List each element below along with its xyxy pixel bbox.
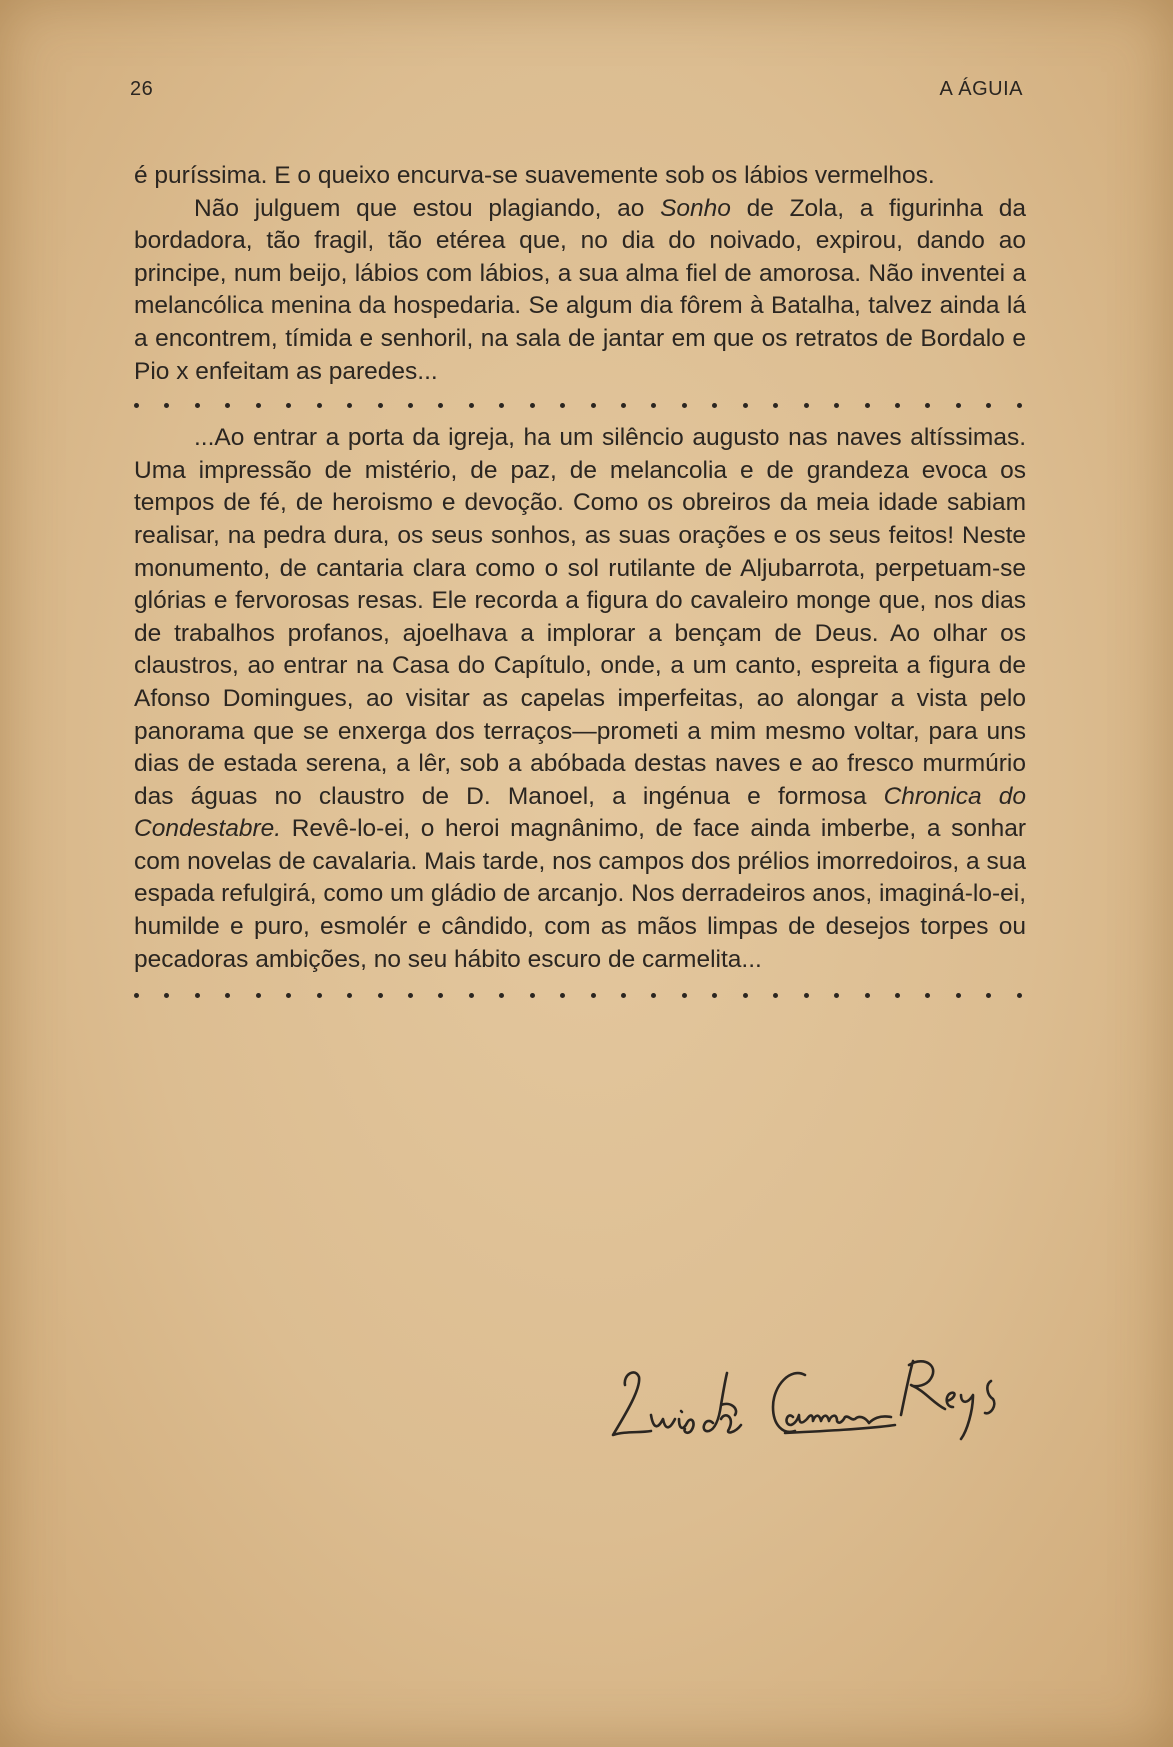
journal-title: A ÁGUIA [939, 78, 1023, 100]
article-body [134, 160, 1026, 1012]
running-header [130, 78, 1023, 108]
page-number: 26 [130, 78, 154, 100]
handwritten-signature [595, 1345, 1035, 1455]
section-separator [134, 978, 1026, 1012]
paragraph-3: ...Ao entrar a porta da igreja, ha um silêncio augusto nas naves altíssimas. Uma impressão de mistério, de paz, de melancolia e de grandeza evoca os tempos de fé, de heroismo e devoção. Como os obreiros da meia idade sabiam realisar, na pedra dura, os seus sonhos, as suas orações e os seus feitos! Neste monumento, de cantaria clara como o sol rutilante de Aljubarrota, perpetuam-se glórias e fervorosas resas. Ele recorda a figura do cavaleiro monge que, nos dias de trabalhos profanos, ajoelhava a implorar a bençam de Deus. Ao olhar os claustros, ao entrar na Casa do Capítulo, onde, a um canto, espreita a figura de Afonso Domingues, ao visitar as capelas imperfeitas, ao alongar a vista pelo panorama que se enxerga dos terraços—prometi a mim mesmo voltar, para uns dias de estada serena, a lêr, sob a abóbada destas naves e ao fresco murmúrio das águas no claustro de D. Manoel, a ingénua e formosa Chronica do Condestabre. Revê-lo-ei, o heroi magnânimo, de face ainda imberbe, a sonhar com novelas de cavalaria. Mais tarde, nos campos dos prélios imorredoiros, a sua espada refulgirá, como um gládio de arcanjo. Nos derradeiros anos, imaginá-lo-ei, humilde e puro, esmolér e cândido, com as mãos limpas de desejos torpes ou pecadoras ambições, no seu hábito escuro de carmelita... [134, 424, 1027, 973]
italic-title-chronica: Chronica do Condestabre. [134, 782, 1027, 843]
section-separator [134, 388, 1026, 422]
paragraph-2: Não julguem que estou plagiando, ao Sonho de Zola, a figurinha da bordadora, tão fragil, tão etérea que, no dia do noivado, expirou, dando ao principe, num beijo, lábios com lábios, a sua alma fiel de amorosa. Não inventei a melancólica menina da hospedaria. Se algum dia fôrem à Batalha, talvez ainda lá a encontrem, tímida e senhoril, na sala de jantar em que os retratos de Bordalo e Pio x enfeitam as paredes... [134, 194, 1026, 385]
paragraph-1: é puríssima. E o queixo encurva-se suavemente sob os lábios vermelhos. [134, 162, 935, 189]
italic-title-sonho: Sonho [660, 194, 731, 222]
